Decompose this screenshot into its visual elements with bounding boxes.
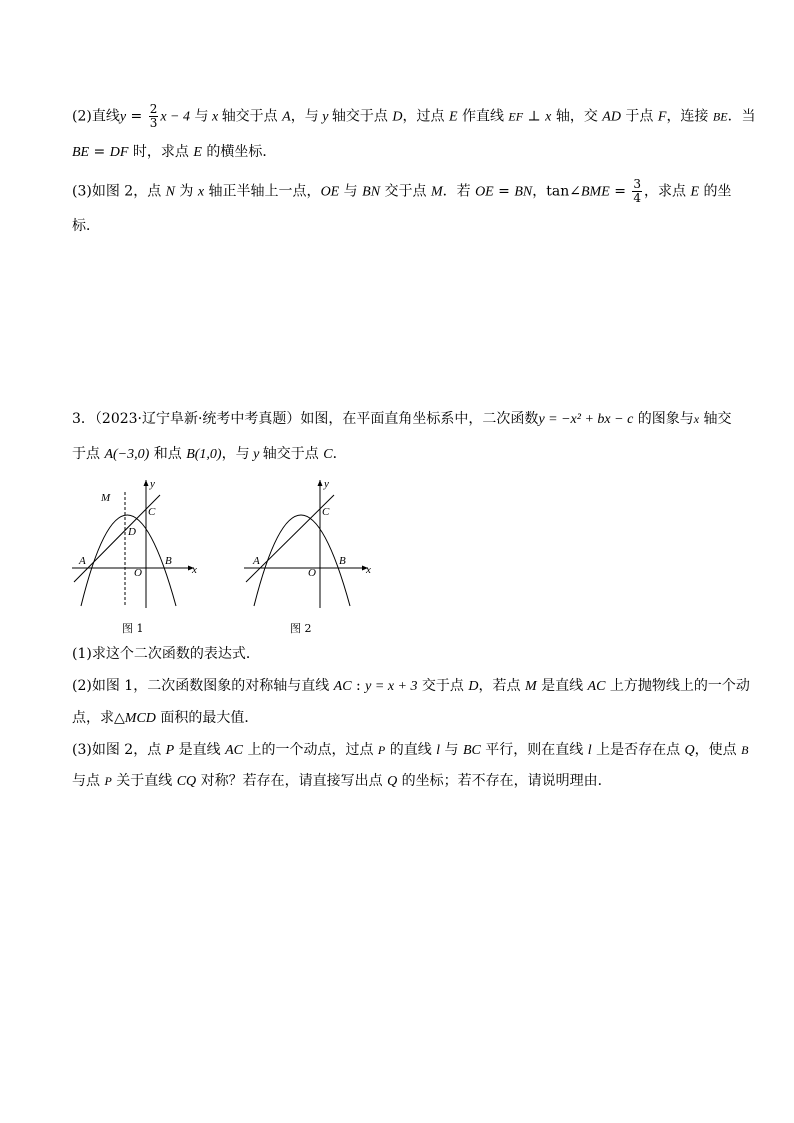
var-x: x: [208, 109, 222, 125]
pt-N: N: [165, 184, 175, 200]
q2-part3-line2: [72, 216, 100, 236]
pt-F: F: [657, 109, 667, 125]
label-y: y: [324, 478, 329, 490]
pt-Q: Q: [684, 743, 695, 758]
figure-1-caption: 图 1: [122, 622, 144, 635]
q3-line1: [72, 409, 732, 430]
t: 上方抛物线上的一个动: [605, 678, 750, 694]
t: 上是否存在点: [591, 742, 685, 758]
frac-num: 2: [149, 102, 158, 116]
t: 于点: [620, 108, 658, 125]
t: 关于直线: [111, 773, 177, 789]
seg-BE: BE: [72, 145, 90, 160]
t: ，过点: [402, 108, 449, 125]
var-y: y: [318, 109, 332, 125]
t: 轴交于点: [331, 108, 393, 125]
t: 时，求点: [128, 144, 194, 160]
t: 轴正半轴上一点，: [204, 183, 321, 200]
eq-y: y: [119, 109, 127, 125]
pt-A: A: [282, 109, 291, 125]
seg-BC: BC: [462, 743, 481, 758]
seg-AC: AC: [225, 743, 243, 758]
pt-P: P: [377, 743, 386, 757]
fraction-two-thirds: [149, 103, 159, 130]
pt-E: E: [690, 184, 700, 200]
q2-part2-line2: [72, 142, 276, 163]
line-AC: [246, 495, 334, 582]
t: 轴交于点: [221, 108, 283, 125]
t: ，若点: [478, 678, 525, 694]
triangle-MCD: MCD: [124, 711, 156, 726]
q3-part2-line1: [72, 676, 750, 697]
t: ，与: [290, 108, 319, 125]
t: ．: [332, 446, 347, 462]
var-x: x: [197, 184, 205, 200]
label-C: C: [322, 506, 330, 518]
t: ，使点: [694, 742, 742, 758]
q3-intro: 3．（2023·辽宁阜新·统考中考真题）如图，在平面直角坐标系中，二次函数: [72, 411, 539, 427]
seg-BE: BE: [712, 109, 728, 124]
eq-sign: =: [89, 144, 110, 160]
t: ．当: [727, 108, 756, 125]
t: 上的一个动点，过点: [243, 742, 378, 758]
frac-den: 4: [633, 191, 642, 205]
t: 的坐: [699, 183, 732, 200]
seg-AD: AD: [602, 109, 621, 125]
t: :: [351, 678, 366, 694]
seg-EF: EF: [508, 109, 524, 124]
eq-rest: x − 4: [160, 109, 191, 125]
pt-E: E: [193, 145, 202, 160]
y-axis-arrow: [318, 480, 323, 486]
var-x: x: [545, 109, 552, 125]
q2-part2-line1: [72, 103, 756, 130]
q3-part1: [72, 644, 260, 664]
label-O: O: [308, 567, 316, 579]
line-l: l: [436, 743, 441, 758]
t: 轴，交: [551, 108, 603, 125]
t: ，连接: [666, 108, 713, 125]
label-D: D: [128, 526, 136, 538]
t: ．若: [442, 183, 476, 200]
t: 标．: [72, 218, 100, 234]
t: 交于点: [417, 678, 469, 694]
seg-BN: BN: [362, 184, 381, 200]
label-A: A: [253, 555, 260, 567]
label-M: M: [101, 492, 111, 504]
t: 的图象与: [633, 411, 694, 427]
t: 轴交于点: [262, 446, 324, 462]
q3-function: y = −x² + bx − c: [538, 412, 634, 427]
pt-M: M: [524, 679, 537, 694]
pt-D: D: [392, 109, 403, 125]
t: 与: [339, 183, 363, 200]
seg-BN: BN: [514, 184, 533, 200]
t: 面积的最大值．: [155, 710, 259, 726]
seg-OE: OE: [320, 184, 340, 200]
seg-AC: AC: [333, 679, 352, 694]
q2-part3-line1: [72, 178, 732, 205]
frac-den: 3: [149, 116, 158, 130]
eq-sign: =: [609, 183, 631, 200]
t: 平行，则在直线: [480, 742, 588, 758]
q3-line2: [72, 444, 347, 465]
q3-part3-line1: [72, 740, 748, 761]
fraction-three-quarters: [632, 178, 642, 205]
t: 点，求△: [72, 710, 125, 726]
angle-BME: BME: [581, 184, 610, 200]
t: ，求点: [644, 183, 691, 200]
t: 的横坐标．: [201, 144, 277, 160]
label-B: B: [339, 555, 346, 567]
label-A: A: [79, 555, 86, 567]
label-y: y: [150, 478, 155, 490]
pt-E: E: [448, 109, 458, 125]
frac-num: 3: [633, 177, 642, 191]
var-y: y: [249, 447, 263, 462]
line-eq: y = x + 3: [365, 679, 418, 694]
q3-part3-line2: [72, 771, 612, 792]
label-B: B: [165, 555, 172, 567]
t: 轴交: [699, 411, 732, 427]
pt-B-coord: B(1,0): [186, 447, 222, 462]
t: 与: [440, 742, 463, 758]
t: 对称？若存在，请直接写出点: [196, 773, 388, 789]
line-l: l: [587, 743, 592, 758]
seg-OE: OE: [475, 184, 494, 200]
figure-2: [240, 478, 380, 612]
pt-D: D: [468, 679, 479, 694]
t: 交于点: [380, 183, 431, 200]
t: 是直线: [174, 742, 226, 758]
pt-Q: Q: [387, 774, 398, 789]
t: 的坐标；若不存在，请说明理由．: [397, 773, 612, 789]
label-C: C: [148, 506, 156, 518]
t: 与: [190, 108, 209, 125]
seg-DF: DF: [109, 145, 129, 160]
figure-2-caption: 图 2: [290, 622, 312, 635]
pt-M: M: [430, 184, 443, 200]
t: (2)如图 1，二次函数图象的对称轴与直线: [72, 678, 334, 694]
t: 的直线: [385, 742, 437, 758]
eq-sign: =: [126, 108, 147, 125]
seg-CQ: CQ: [176, 774, 197, 789]
t: 作直线: [457, 108, 509, 125]
perp: ⊥: [523, 108, 546, 125]
y-axis-arrow: [144, 480, 149, 486]
t: 是直线: [536, 678, 588, 694]
part1-text: (1)求这个二次函数的表达式．: [72, 646, 260, 662]
pt-B: B: [741, 743, 749, 757]
part-label: (2)直线: [72, 108, 120, 125]
var-x: x: [693, 412, 700, 426]
q3-part2-line2: [72, 708, 258, 729]
eq-sign: =: [493, 183, 515, 200]
figure-1: [68, 478, 208, 612]
t: 为: [174, 183, 198, 200]
t: 和点: [149, 446, 187, 462]
part-label: (3)如图 2，点: [72, 183, 166, 200]
t: 与点: [72, 773, 105, 789]
pt-P: P: [104, 774, 112, 788]
pt-P: P: [165, 743, 175, 758]
t: ，与: [221, 446, 250, 462]
pt-C: C: [323, 447, 333, 462]
label-x: x: [192, 564, 197, 576]
t: 于点: [72, 446, 105, 462]
label-O: O: [134, 567, 142, 579]
seg-AC: AC: [587, 679, 606, 694]
pt-A-coord: A(−3,0): [104, 447, 150, 462]
label-x: x: [366, 564, 371, 576]
t: (3)如图 2，点: [72, 742, 166, 758]
t: ，tan∠: [532, 183, 581, 200]
